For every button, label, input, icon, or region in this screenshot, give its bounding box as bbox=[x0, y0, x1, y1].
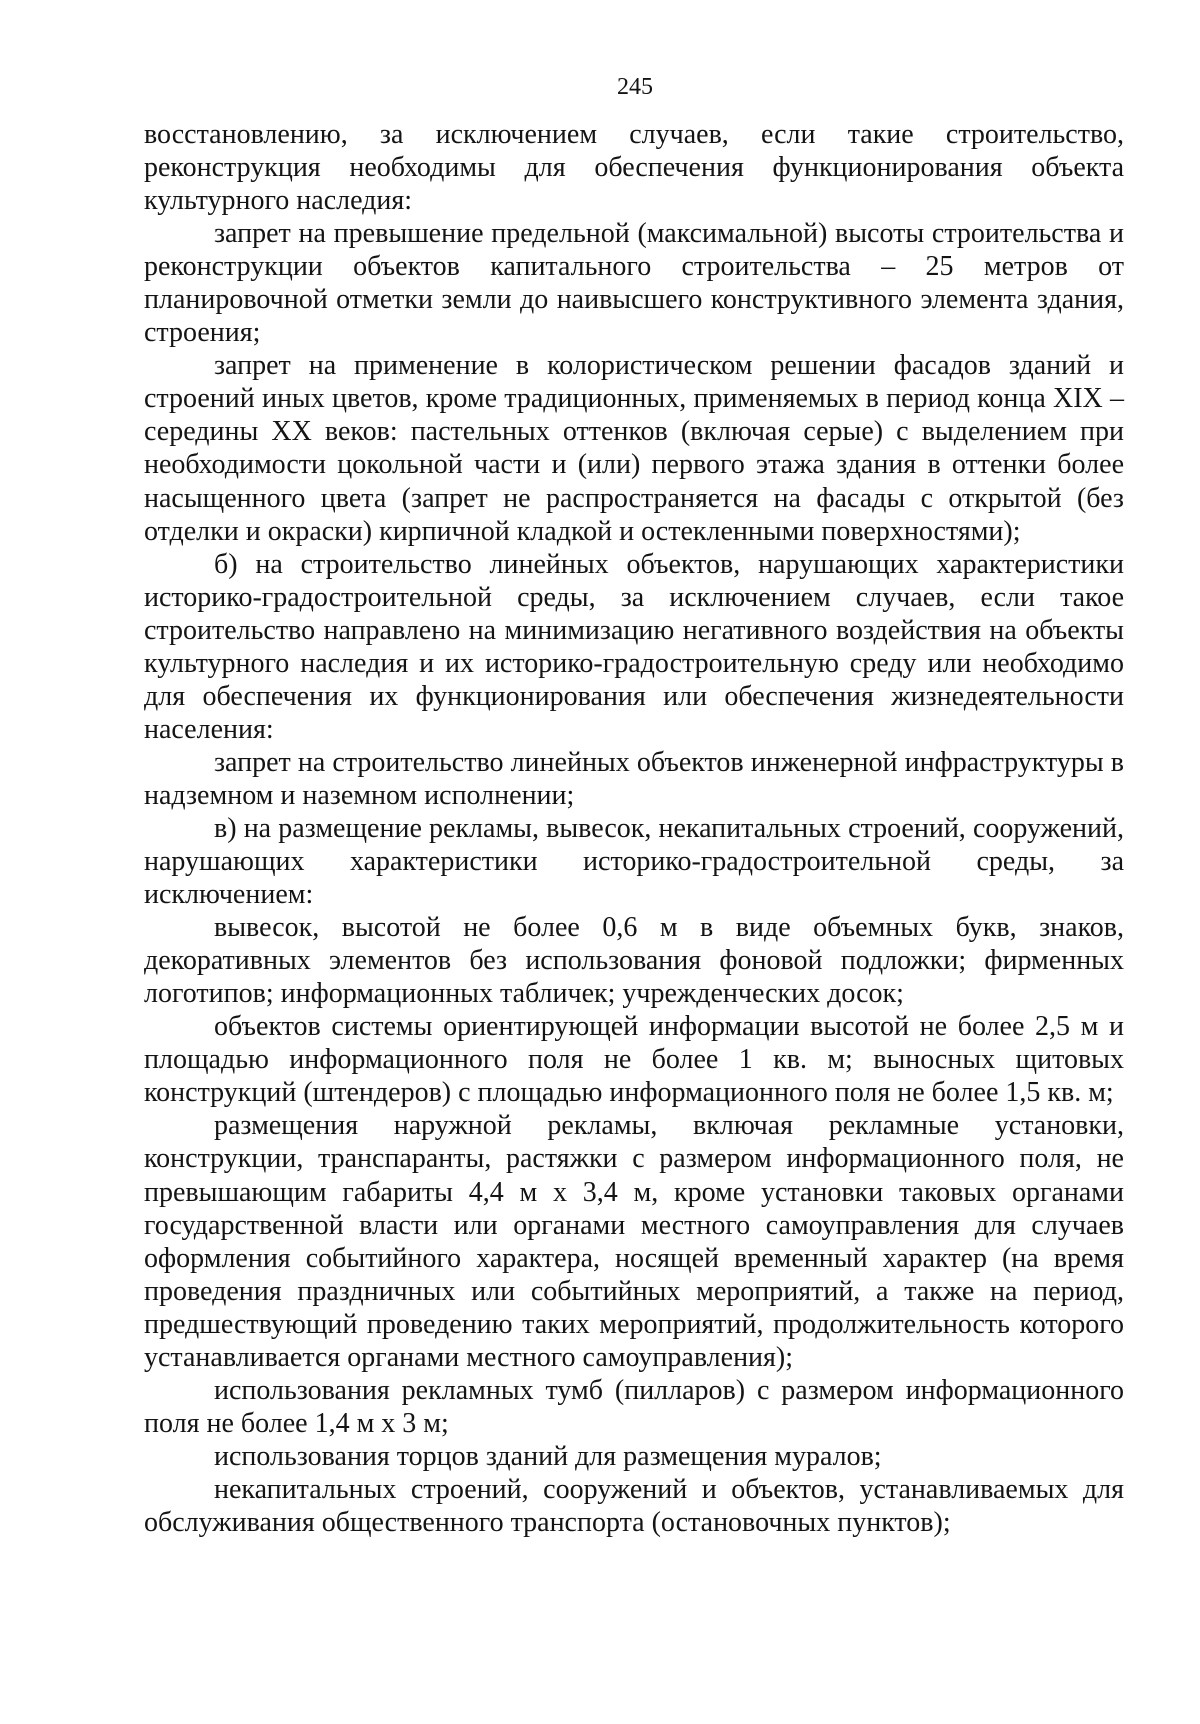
page-number: 245 bbox=[617, 74, 653, 100]
paragraph-advertising: в) на размещение рекламы, вывесок, некапитальных строений, сооружений, нарушающих характеристики историко-градостроительной среды, за исключением: bbox=[144, 812, 1124, 911]
paragraph-orientation-info: объектов системы ориентирующей информации высотой не более 2,5 м и площадью информационного поля не более 1 кв. м; выносных щитовых конструкций (штендеров) с площадью информационного поля не более 1,5 кв. м; bbox=[144, 1011, 1124, 1109]
paragraph-pillars: использования рекламных тумб (пилларов) с размером информационного поля не более 1,4 м х 3 м; bbox=[144, 1374, 1124, 1439]
document-body bbox=[144, 118, 1124, 1539]
paragraph-signs: вывесок, высотой не более 0,6 м в виде объемных букв, знаков, декоративных элементов без использования фоновой подложки; фирменных логотипов; информационных табличек; учрежденческих досок; bbox=[144, 912, 1124, 1010]
paragraph-continuation: восстановлению, за исключением случаев, если такие строительство, реконструкция необходимы для обеспечения функционирования объекта культурного наследия: bbox=[144, 119, 1124, 217]
paragraph-murals: использования торцов зданий для размещения муралов; bbox=[214, 1440, 882, 1472]
paragraph-facade-colors: запрет на применение в колористическом решении фасадов зданий и строений иных цветов, кроме традиционных, применяемых в период конца XIX – середины XX веков: пастельных оттенков (включая серые) с выделением при необходимости цокольной части и (или) первого этажа здания в оттенки более насыщенного цвета (запрет не распространяется на фасады с открытой (без отделки и окраски) кирпичной кладкой и остекленными поверхностями); bbox=[144, 350, 1124, 547]
paragraph-linear-objects: б) на строительство линейных объектов, нарушающих характеристики историко-градостроительной среды, за исключением случаев, если такое строительство направлено на минимизацию негативного воздействия на объекты культурного наследия и их историко-градостроительную среду или необходимо для обеспечения их функционирования или обеспечения жизнедеятельности населения: bbox=[144, 548, 1124, 745]
paragraph-outdoor-advertising: размещения наружной рекламы, включая рекламные установки, конструкции, транспаранты, растяжки с размером информационного поля, не превышающим габариты 4,4 м х 3,4 м, кроме установки таковых органами государственной власти или органами местного самоуправления для случаев оформления событийного характера, носящей временный характер (на время проведения праздничных или событийных мероприятий, а также на период, предшествующий проведению таких мероприятий, продолжительность которого устанавливается органами местного самоуправления); bbox=[144, 1110, 1124, 1373]
paragraph-engineering-infrastructure: запрет на строительство линейных объектов инженерной инфраструктуры в надземном и наземном исполнении; bbox=[144, 746, 1124, 811]
paragraph-transport-stops: некапитальных строений, сооружений и объектов, устанавливаемых для обслуживания общественного транспорта (остановочных пунктов); bbox=[144, 1473, 1124, 1538]
paragraph-height-restriction: запрет на превышение предельной (максимальной) высоты строительства и реконструкции объектов капитального строительства – 25 метров от планировочной отметки земли до наивысшего конструктивного элемента здания, строения; bbox=[144, 218, 1124, 349]
